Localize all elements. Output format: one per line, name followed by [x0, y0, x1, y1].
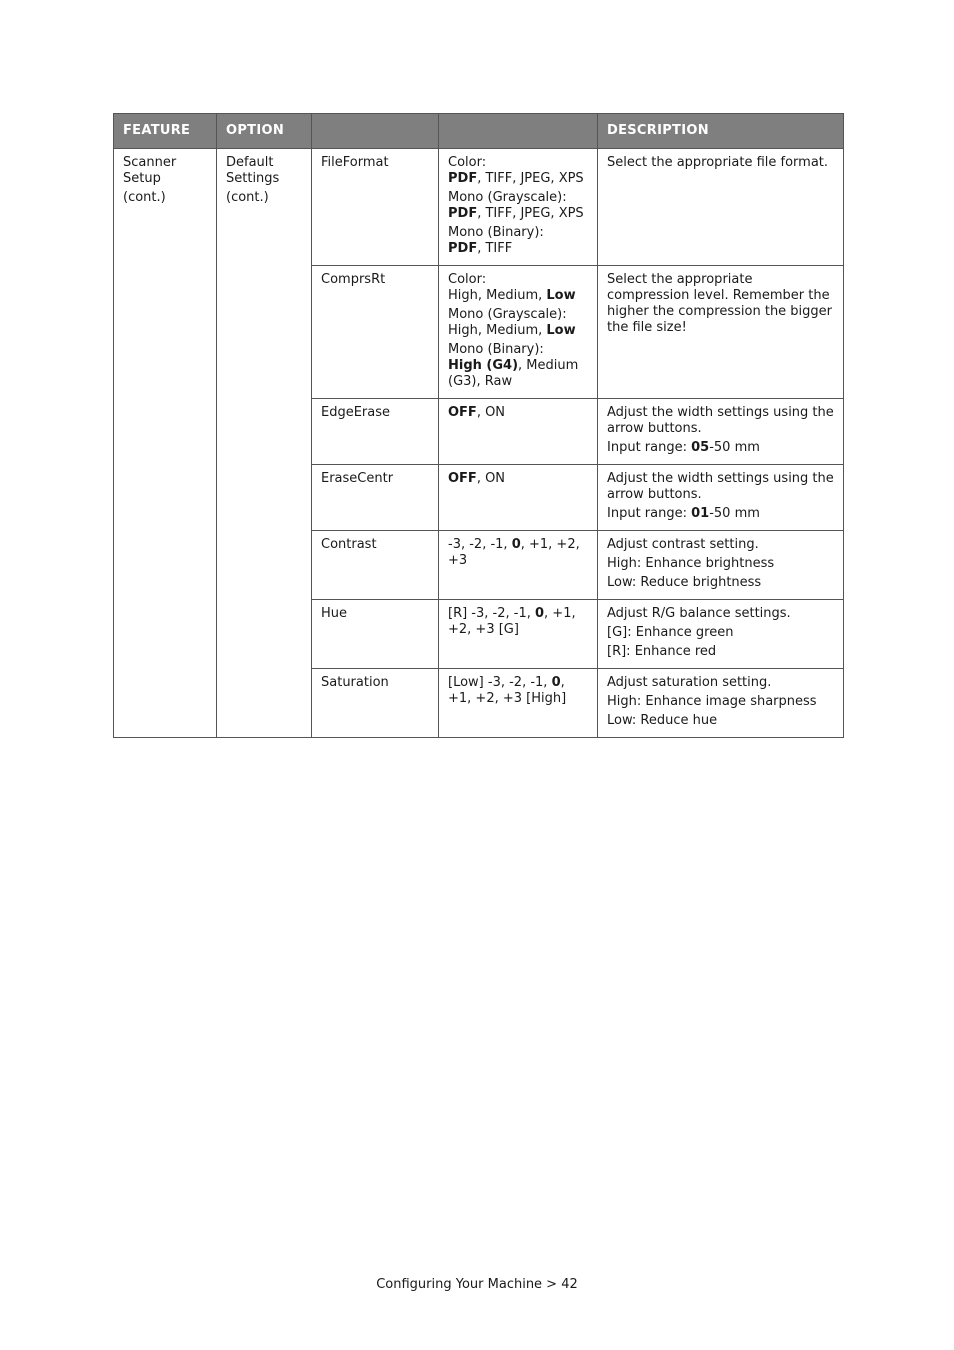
description-text: [R]: Enhance red [607, 644, 717, 659]
page-footer: Configuring Your Machine > 42 [376, 1277, 578, 1292]
table-header-row [114, 114, 844, 149]
description-text: Adjust contrast setting. [607, 537, 759, 552]
default-value: OFF [448, 471, 477, 486]
description-paragraph [607, 405, 834, 437]
values-text: High, Medium, [448, 323, 547, 338]
description-cell [598, 149, 844, 266]
values-line: (G3), Raw [448, 374, 513, 389]
description-text: Adjust saturation setting. [607, 675, 772, 690]
values-line: +1, +2, +3 [High] [448, 691, 567, 706]
values-text: , +1, +2, [520, 537, 580, 552]
description-cell [598, 399, 844, 465]
values-line: +3 [448, 553, 468, 568]
values-text: , +1, [544, 606, 576, 621]
description-text: the file size! [607, 320, 687, 335]
setting-name: EdgeErase [312, 399, 439, 465]
default-value: PDF [448, 206, 478, 221]
setting-name: Contrast [312, 531, 439, 600]
default-value: 0 [535, 606, 545, 621]
default-value: 0 [511, 537, 521, 552]
values-paragraph [448, 272, 588, 304]
setting-values [439, 465, 598, 531]
setting-values [439, 149, 598, 266]
setting-values [439, 266, 598, 399]
range-default: 01 [691, 506, 710, 521]
feature-line: Setup [123, 171, 161, 186]
default-value: 0 [551, 675, 561, 690]
values-label: Mono (Binary): [448, 342, 544, 357]
values-line [448, 288, 588, 304]
setting-values [439, 531, 598, 600]
description-cell [598, 465, 844, 531]
input-range [607, 506, 834, 522]
range-label: Input range: [607, 440, 692, 455]
values-text: -3, -2, -1, [448, 537, 512, 552]
values-text: , TIFF [477, 241, 513, 256]
header-description: DESCRIPTION [598, 114, 844, 149]
description-text: [G]: Enhance green [607, 625, 734, 640]
setting-name: ComprsRt [312, 266, 439, 399]
header-values [439, 114, 598, 149]
description-cell [598, 600, 844, 669]
values-paragraph [448, 190, 588, 222]
header-setting [312, 114, 439, 149]
feature-cell [114, 149, 217, 738]
header-feature: FEATURE [114, 114, 217, 149]
default-value: OFF [448, 405, 477, 420]
input-range [607, 440, 834, 456]
values-text: High, Medium, [448, 288, 547, 303]
values-text: [R] -3, -2, -1, [448, 606, 535, 621]
setting-name: Saturation [312, 669, 439, 738]
values-text: , Medium [518, 358, 579, 373]
description-text: High: Enhance brightness [607, 556, 775, 571]
values-text: , TIFF, JPEG, XPS [477, 171, 584, 186]
default-value: Low [546, 323, 576, 338]
description-text: higher the compression the bigger [607, 304, 833, 319]
values-paragraph [448, 155, 588, 187]
values-line [448, 675, 588, 691]
option-line: Settings [226, 171, 280, 186]
setting-values [439, 669, 598, 738]
setting-values [439, 600, 598, 669]
values-paragraph [448, 342, 588, 390]
table-row [114, 149, 844, 266]
description-text: compression level. Remember the [607, 288, 830, 303]
values-label: Mono (Binary): [448, 225, 544, 240]
feature-cont: (cont.) [123, 190, 166, 205]
header-option: OPTION [217, 114, 312, 149]
values-text: [Low] -3, -2, -1, [448, 675, 552, 690]
description-text: Adjust the width settings using the [607, 405, 834, 420]
range-rest: -50 mm [709, 440, 760, 455]
values-line [448, 171, 588, 187]
description-text: High: Enhance image sharpness [607, 694, 817, 709]
description-cell [598, 266, 844, 399]
values-line [448, 358, 588, 374]
default-value: PDF [448, 171, 478, 186]
option-line: Default [226, 155, 274, 170]
description-text: Select the appropriate file format. [607, 155, 829, 170]
default-value: High (G4) [448, 358, 519, 373]
description-text: Select the appropriate [607, 272, 753, 287]
description-text: arrow buttons. [607, 421, 702, 436]
values-label: Color: [448, 272, 487, 287]
default-value: PDF [448, 241, 478, 256]
settings-table [113, 113, 844, 738]
values-line [448, 323, 588, 339]
setting-name: EraseCentr [312, 465, 439, 531]
description-text: Adjust R/G balance settings. [607, 606, 791, 621]
values-paragraph [448, 307, 588, 339]
setting-name: FileFormat [312, 149, 439, 266]
description-text: Adjust the width settings using the [607, 471, 834, 486]
description-text: Low: Reduce brightness [607, 575, 762, 590]
values-text: , [560, 675, 565, 690]
values-line [448, 537, 588, 553]
values-label: Mono (Grayscale): [448, 190, 567, 205]
values-text: , ON [476, 471, 506, 486]
default-value: Low [546, 288, 576, 303]
option-cell [217, 149, 312, 738]
description-cell [598, 669, 844, 738]
description-paragraph [607, 471, 834, 503]
values-label: Color: [448, 155, 487, 170]
values-text: , TIFF, JPEG, XPS [477, 206, 584, 221]
feature-line: Scanner [123, 155, 177, 170]
range-default: 05 [691, 440, 710, 455]
description-text: arrow buttons. [607, 487, 702, 502]
values-line [448, 206, 588, 222]
range-label: Input range: [607, 506, 692, 521]
values-text: , ON [476, 405, 506, 420]
description-text: Low: Reduce hue [607, 713, 718, 728]
values-line [448, 606, 588, 622]
setting-values [439, 399, 598, 465]
option-cont: (cont.) [226, 190, 269, 205]
values-line [448, 241, 588, 257]
values-line: +2, +3 [G] [448, 622, 519, 637]
values-paragraph [448, 225, 588, 257]
values-label: Mono (Grayscale): [448, 307, 567, 322]
setting-name: Hue [312, 600, 439, 669]
description-cell [598, 531, 844, 600]
range-rest: -50 mm [709, 506, 760, 521]
